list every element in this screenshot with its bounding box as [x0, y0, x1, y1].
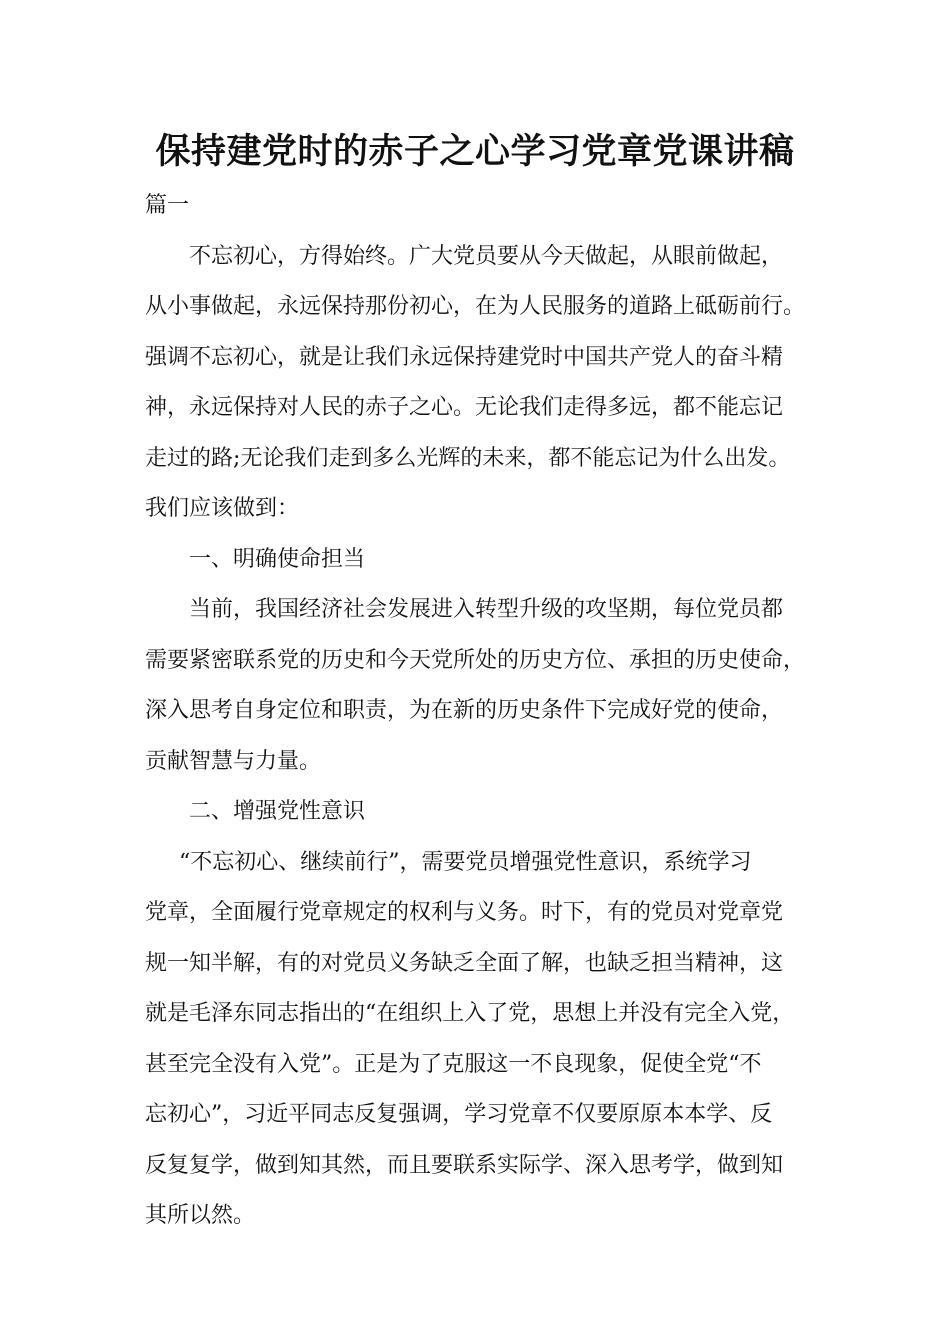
text-line: 当前，我国经济社会发展进入转型升级的攻坚期，每位党员都 [189, 597, 784, 622]
text-line: 其所以然。 [145, 1203, 256, 1228]
text-line: 规一知半解，有的对党员义务缺乏全面了解，也缺乏担当精神，这 [145, 950, 784, 976]
text-line: 需要紧密联系党的历史和今天党所处的历史方位、承担的历史使命， [145, 647, 806, 673]
text-line: 强调不忘初心，就是让我们永远保持建党时中国共产党人的奋斗精 [145, 344, 784, 370]
paragraph-intro [145, 232, 810, 535]
text-line: 甚至完全没有入党”。正是为了克服这一不良现象，促使全党“不 [145, 1051, 762, 1077]
text-line: “不忘初心、继续前行”，需要党员增强党性意识，系统学习 [179, 849, 752, 875]
text-line: 就是毛泽东同志指出的“在组织上入了党，思想上并没有完全入党， [145, 1001, 795, 1026]
paragraph-party-spirit [145, 838, 810, 1242]
text-line: 党章，全面履行党章规定的权利与义务。时下，有的党员对党章党 [145, 900, 784, 925]
text-line: 神，永远保持对人民的赤子之心。无论我们走得多远，都不能忘记 [145, 395, 784, 420]
paragraph-mission [145, 585, 810, 787]
heading-party-spirit [145, 787, 810, 838]
text-line: 忘初心”，习近平同志反复强调，学习党章不仅要原原本本学、反 [145, 1102, 773, 1127]
document-title: 保持建党时的赤子之心学习党章党课讲稿 [155, 131, 795, 172]
section-heading: 一、明确使命担当 [189, 546, 366, 572]
text-line: 从小事做起，永远保持那份初心，在为人民服务的道路上砥砺前行。 [145, 294, 806, 319]
text-line: 我们应该做到： [145, 496, 300, 521]
section-heading: 二、增强党性意识 [189, 799, 366, 824]
document-body [145, 181, 810, 1242]
heading-mission [145, 535, 810, 586]
text-line: 反复复学，做到知其然，而且要联系实际学、深入思考学，做到知 [145, 1152, 784, 1178]
text-line: 不忘初心，方得始终。广大党员要从今天做起，从眼前做起， [189, 243, 784, 269]
section-label-text: 篇一 [145, 193, 190, 218]
text-line: 贡献智慧与力量。 [145, 748, 322, 774]
text-line: 深入思考自身定位和职责，为在新的历史条件下完成好党的使命， [145, 698, 784, 723]
section-label [145, 181, 810, 232]
text-line: 走过的路;无论我们走到多么光辉的未来，都不能忘记为什么出发。 [145, 445, 791, 471]
